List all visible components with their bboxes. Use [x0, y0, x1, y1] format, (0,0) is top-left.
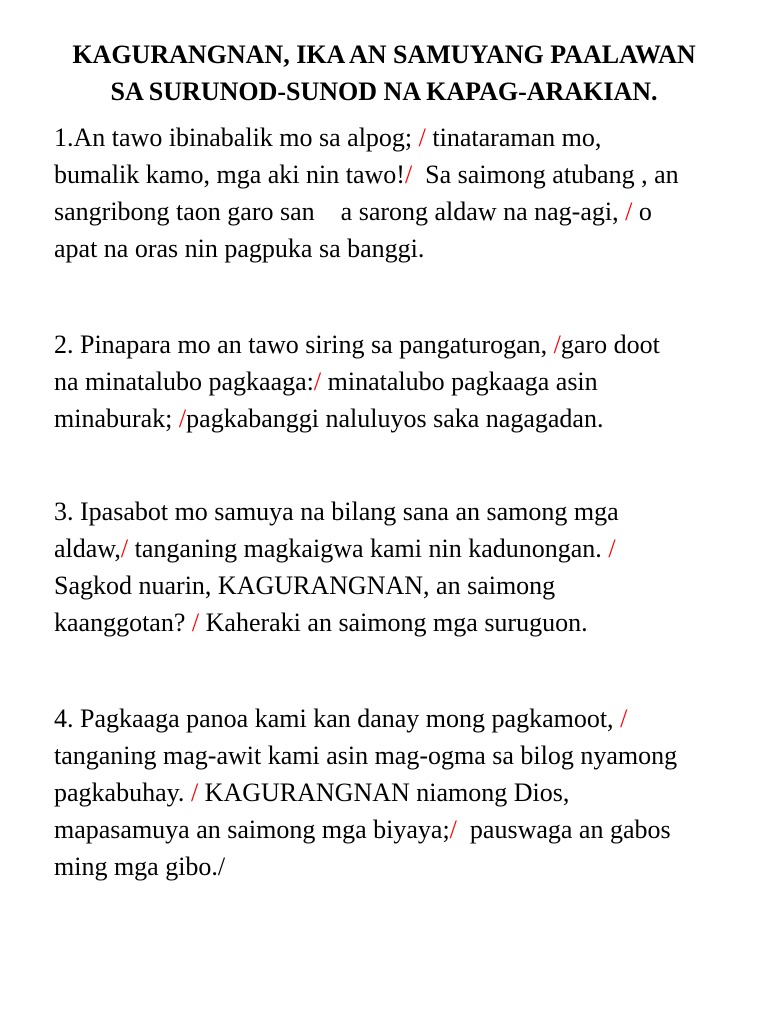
text-line [54, 326, 754, 363]
pause-marker: / [190, 778, 199, 807]
text-segment: 1.An tawo ibinabalik mo sa alpog; [54, 123, 419, 152]
text-segment: KAGURANGNAN niamong Dios, [198, 778, 570, 807]
text-segment: garo doot [560, 330, 660, 359]
text-line [54, 604, 754, 641]
text-segment: Sagkod nuarin, KAGURANGNAN, an saimong [54, 571, 556, 600]
paragraph-1 [54, 119, 754, 267]
text-segment: 3. Ipasabot mo samuya na bilang sana an samong mga [54, 497, 619, 526]
text-segment: tanganing mag-awit kami asin mag-ogma sa bilog nyamong [54, 741, 678, 770]
text-segment: apat na oras nin pagpuka sa banggi. [54, 234, 425, 263]
text-line [54, 119, 754, 156]
text-segment: minaburak; [54, 404, 179, 433]
text-segment: aldaw, [54, 534, 121, 563]
pause-marker: / [313, 367, 322, 396]
text-segment: pagkabanggi naluluyos saka nagagadan. [186, 404, 604, 433]
pause-marker: / [120, 534, 129, 563]
text-segment: pagkabuhay. [54, 778, 191, 807]
text-segment: sangribong taon garo san a sarong aldaw na nag-agi, [54, 197, 626, 226]
text-line [54, 774, 754, 811]
text-line [54, 530, 754, 567]
text-segment: Kaheraki an saimong mga suruguon. [199, 608, 588, 637]
title-line: KAGURANGNAN, IKA AN SAMUYANG PAALAWAN [72, 40, 696, 69]
pause-marker: / [553, 330, 561, 359]
text-segment: minatalubo pagkaaga asin [321, 367, 598, 396]
pause-marker: / [625, 197, 633, 226]
paragraph-2 [54, 326, 754, 437]
pause-marker: / [449, 815, 457, 844]
pause-marker: / [178, 404, 187, 433]
text-segment: na minatalubo pagkaaga: [54, 367, 314, 396]
text-segment: pauswaga an gabos [456, 815, 671, 844]
text-line [54, 156, 754, 193]
text-segment: mapasamuya an saimong mga biyaya; [54, 815, 450, 844]
text-line [54, 700, 754, 737]
pause-marker: / [191, 608, 200, 637]
text-line [54, 848, 754, 885]
text-line [54, 811, 754, 848]
text-line [54, 567, 754, 604]
text-line [54, 193, 754, 230]
text-line [54, 493, 754, 530]
text-segment: tinataraman mo, [425, 123, 602, 152]
paragraph-4 [54, 700, 754, 885]
text-segment: ming mga gibo./ [54, 852, 226, 881]
paragraph-3 [54, 493, 754, 641]
text-segment: 2. Pinapara mo an tawo siring sa pangaturogan, [54, 330, 554, 359]
text-line [54, 400, 754, 437]
page-title [40, 36, 728, 110]
pause-marker: / [620, 704, 628, 733]
text-line [54, 737, 754, 774]
text-segment: 4. Pagkaaga panoa kami kan danay mong pagkamoot, [54, 704, 621, 733]
text-segment: o [632, 197, 652, 226]
pause-marker: / [608, 534, 616, 563]
text-segment: tanganing magkaigwa kami nin kadunongan. [128, 534, 609, 563]
text-segment: kaanggotan? [54, 608, 192, 637]
text-line [54, 230, 754, 267]
text-segment: Sa saimong atubang , an [412, 160, 679, 189]
pause-marker: / [418, 123, 426, 152]
text-segment: bumalik kamo, mga aki nin tawo! [54, 160, 405, 189]
text-line [54, 363, 754, 400]
title-line: SA SURUNOD-SUNOD NA KAPAG-ARAKIAN. [110, 77, 658, 106]
pause-marker: / [404, 160, 413, 189]
